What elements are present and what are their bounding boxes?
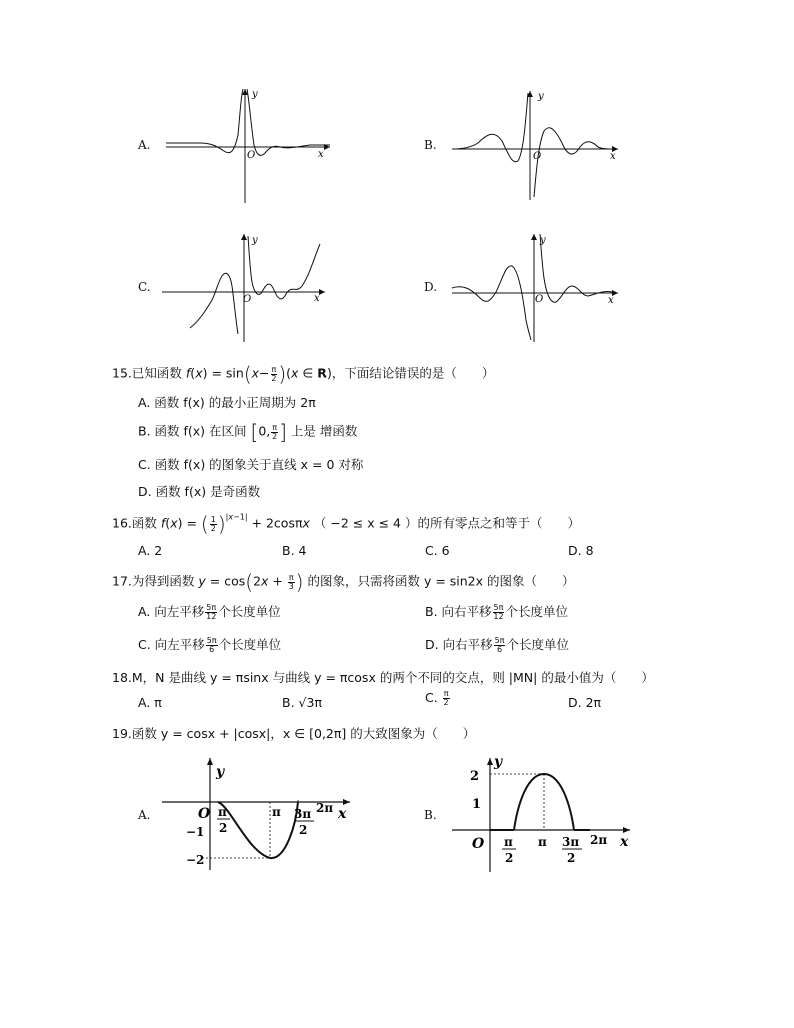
q15-option-c: C. 函数 f(x) 的图象关于直线 x = 0 对称 (138, 457, 364, 472)
tick-3pi-half-den: 2 (299, 823, 308, 837)
axis-x-label: x (610, 151, 616, 162)
q15-option-b: B. 函数 f(x) 在区间 [0, $\frac{\pi}{2}$ ] 上是 增函数 (138, 420, 358, 444)
q19-option-b-label: B. (424, 808, 437, 822)
q17-stem: 17.为得到函数 y = cos(2x + $\frac{\pi}{3}$ ) 的图象，只需将函数 y = sin2x 的图象（ ） (112, 570, 575, 594)
axis-x-label: x (314, 293, 320, 304)
tick-3pi-half-num: 3π (562, 835, 580, 849)
q15-formula: f (185, 365, 191, 381)
axis-y-label: y (494, 754, 503, 770)
tick-2: 2 (470, 769, 480, 784)
origin-label: O (533, 151, 542, 162)
tick-pi: π (538, 835, 547, 849)
q16-stem: 16.函数 f(x) = ( $\frac{1}{2}$ )$^{|x-1|}$ + 2cosπx （ −2 ≤ x ≤ 4 ）的所有零点之和等于（ ） (112, 512, 580, 536)
tick-3pi-half-den: 2 (567, 851, 576, 865)
q18-stem: 18.M，N 是曲线 y = πsinx 与曲线 y = πcosx 的两个不同的交点，则 |MN| 的最小值为（ ） (112, 670, 654, 685)
axis-y-label: y (538, 91, 544, 102)
axis-y-label: y (216, 764, 225, 780)
graph-a (160, 85, 340, 205)
q19-graph-b (448, 752, 638, 874)
axis-y-label: y (252, 235, 258, 246)
tick-minus-2: −2 (186, 853, 205, 867)
axis-y-label: y (252, 89, 258, 100)
axis-x-label: x (620, 834, 629, 850)
q15-option-d: D. 函数 f(x) 是奇函数 (138, 484, 261, 499)
q17-option-c: C. 向左平移 $\frac{5\pi}{6}$ 个长度单位 (138, 636, 282, 654)
tick-2pi: 2π (590, 833, 608, 847)
q18-option-d: D. 2π (568, 695, 602, 710)
origin-label: O (198, 806, 211, 822)
q15-stem: 15.已知函数 f(x) = sin(x− $\frac{\pi}{2}$ )(x ∈ R)，下面结论错误的是（ ） (112, 362, 495, 386)
q17-option-a: A. 向左平移 $\frac{5\pi}{12}$ 个长度单位 (138, 603, 281, 621)
axis-x-label: x (338, 806, 347, 822)
option-b-label: B. (424, 138, 437, 152)
origin-label: O (472, 836, 485, 852)
q16-option-a: A. 2 (138, 543, 163, 558)
tick-1: 1 (472, 797, 482, 812)
origin-label: O (247, 150, 256, 161)
q17-option-d: D. 向右平移 $\frac{5\pi}{6}$ 个长度单位 (425, 636, 569, 654)
tick-minus-1: −1 (186, 825, 205, 839)
q15-option-a: A. 函数 f(x) 的最小正周期为 2π (138, 395, 316, 410)
q18-option-c: C. $\frac{\pi}{2}$ (425, 689, 449, 707)
tick-2pi: 2π (316, 801, 334, 815)
option-d-label: D. (424, 280, 438, 294)
q17-option-b: B. 向右平移 $\frac{5\pi}{12}$ 个长度单位 (425, 603, 568, 621)
q18-option-b: B. √3π (282, 695, 322, 710)
origin-label: O (535, 294, 544, 305)
q18-option-a: A. π (138, 695, 162, 710)
q19-stem: 19.函数 y = cosx + |cosx|，x ∈ [0,2π] 的大致图象为（ ） (112, 726, 476, 741)
q19-option-a-label: A. (138, 808, 151, 822)
tick-pi-half-num: π (218, 805, 227, 819)
axis-x-label: x (608, 295, 614, 306)
q19-graph-a (158, 752, 358, 874)
tick-pi-half-num: π (504, 835, 513, 849)
axis-x-label: x (318, 149, 324, 160)
origin-label: O (243, 294, 252, 305)
axis-y-label: y (540, 235, 546, 246)
graph-d (450, 230, 625, 345)
option-a-label: A. (138, 138, 151, 152)
tick-3pi-half-num: 3π (294, 807, 312, 821)
graph-c (160, 230, 335, 345)
tick-pi: π (272, 805, 281, 819)
tick-pi-half-den: 2 (219, 821, 228, 835)
q16-option-c: C. 6 (425, 543, 450, 558)
tick-pi-half-den: 2 (505, 851, 514, 865)
graph-b (450, 85, 625, 205)
q16-option-b: B. 4 (282, 543, 307, 558)
q16-option-d: D. 8 (568, 543, 594, 558)
option-c-label: C. (138, 280, 151, 294)
